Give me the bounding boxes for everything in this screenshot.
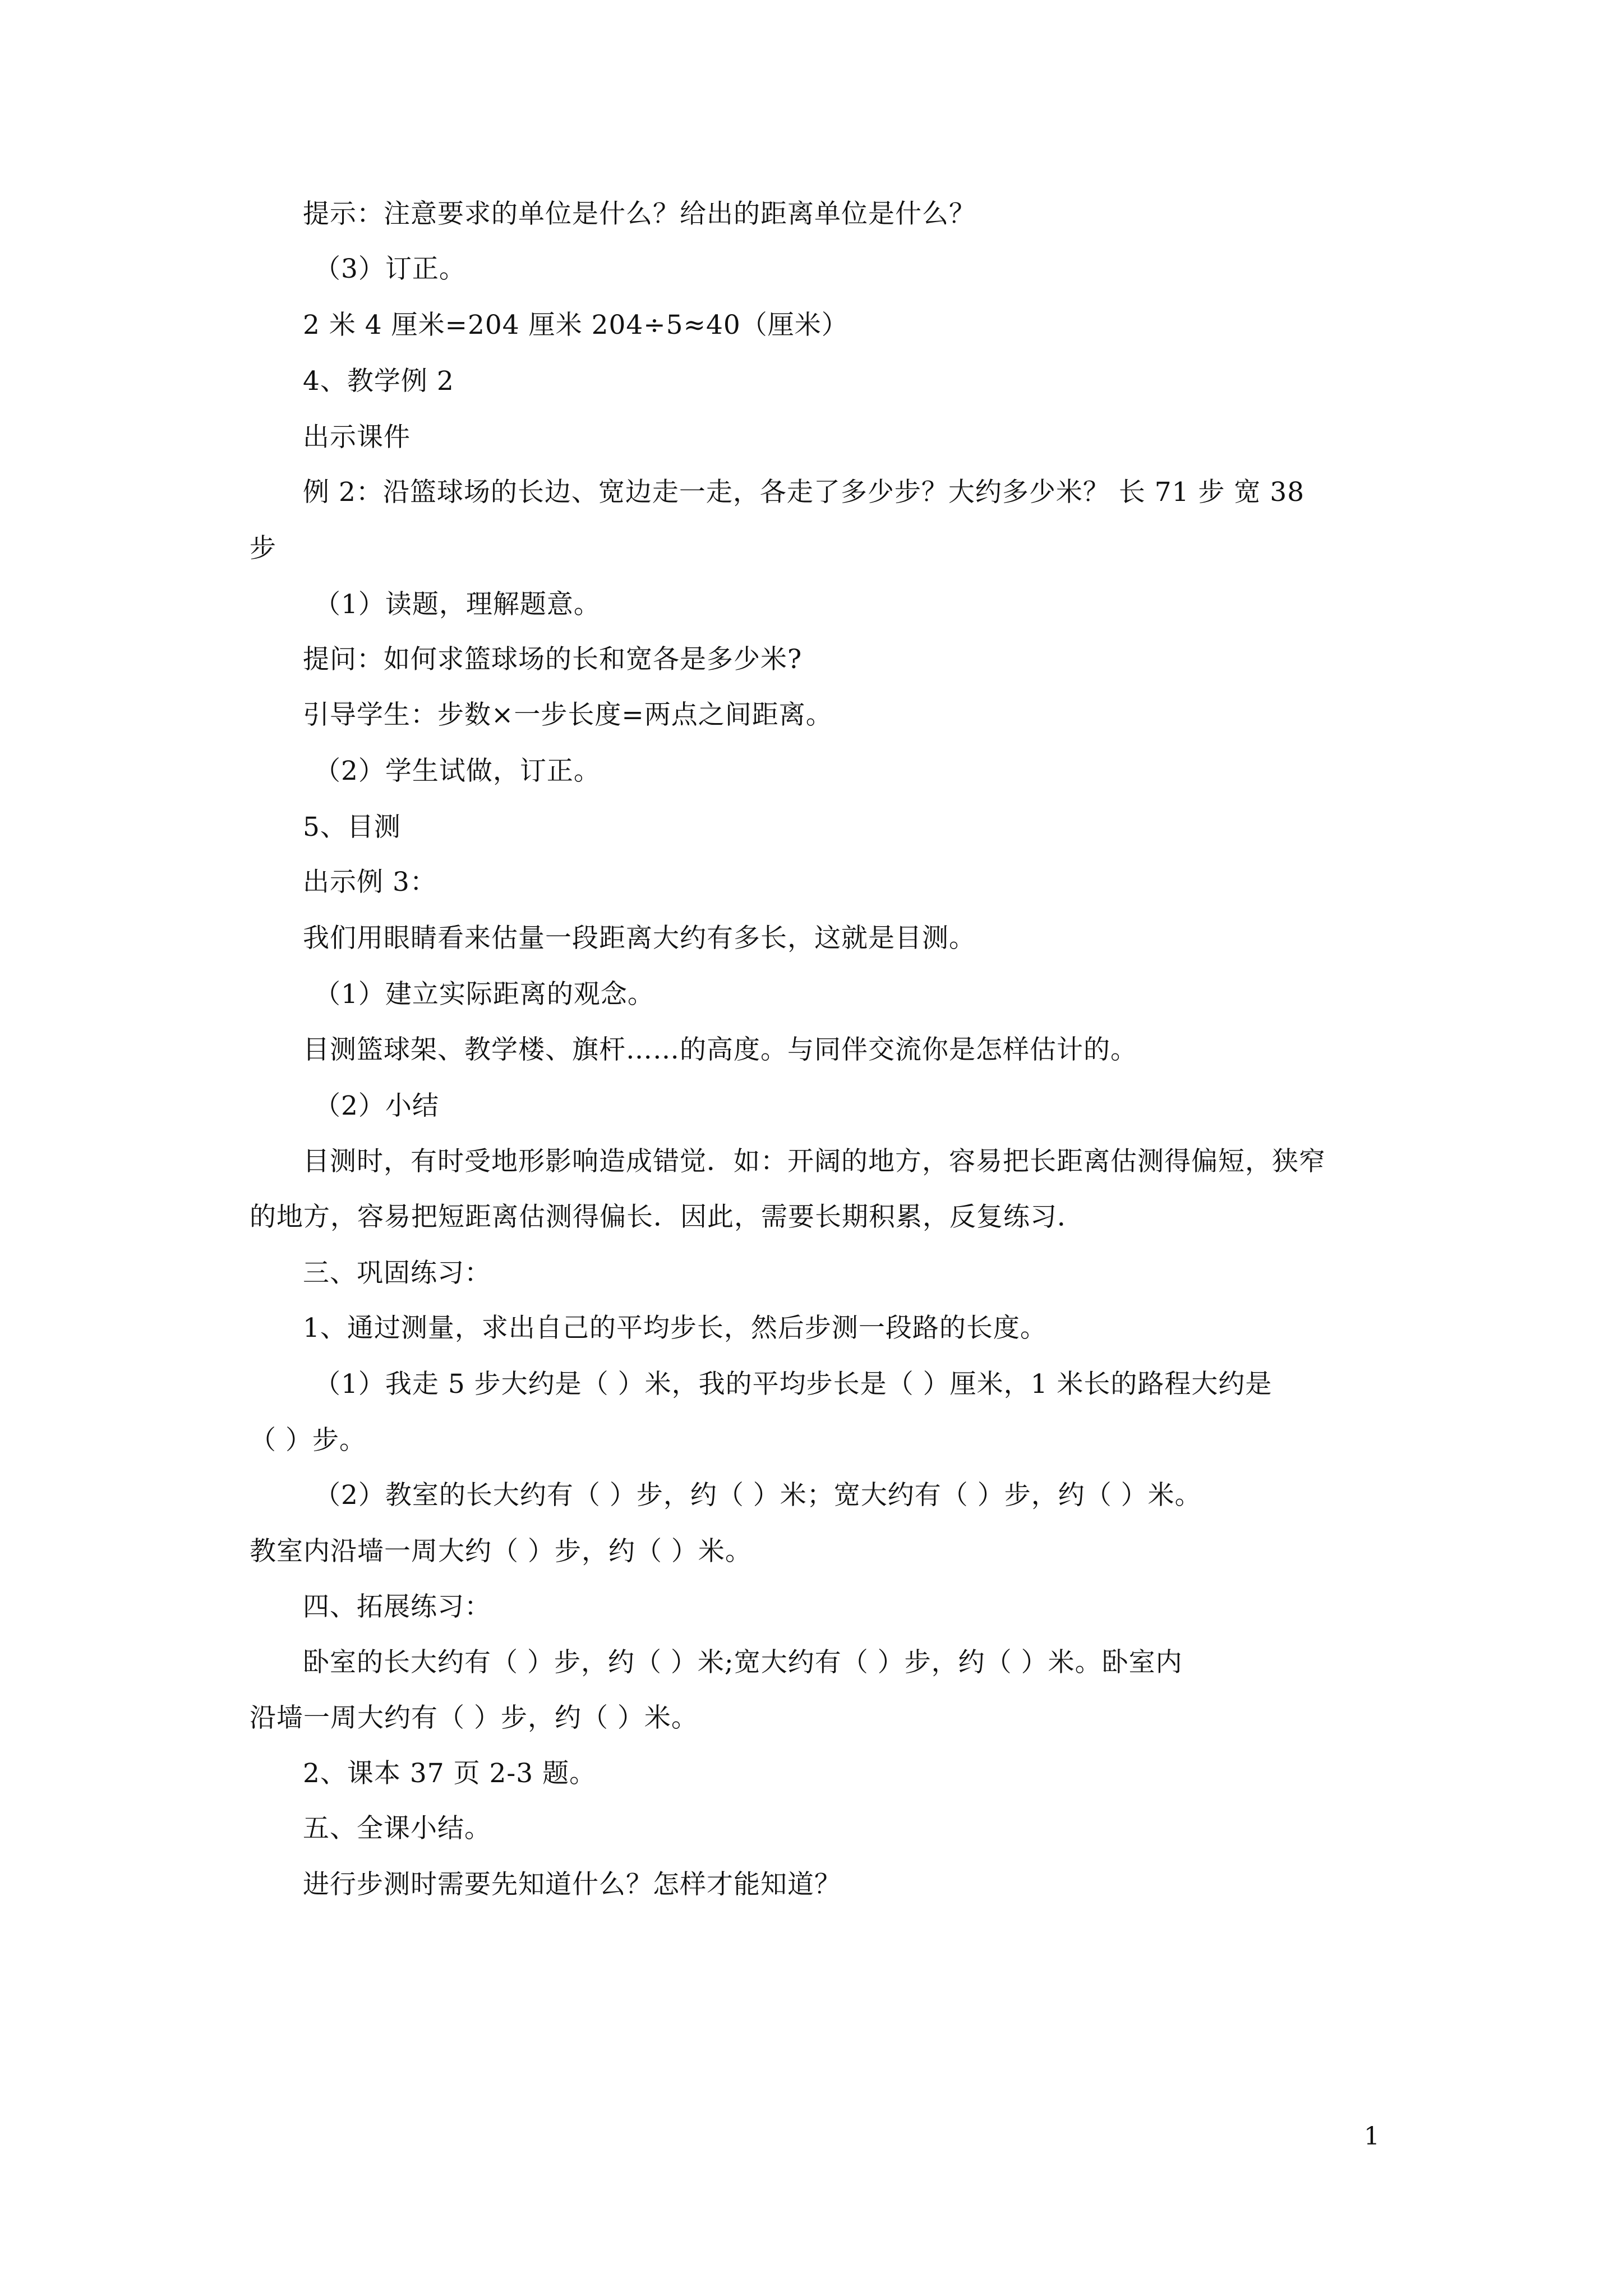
text-line: 2、课本 37 页 2-3 题。 <box>303 1758 597 1789</box>
text-line: 出示课件 <box>303 422 411 453</box>
text-line: 进行步测时需要先知道什么？怎样才能知道？ <box>303 1869 841 1900</box>
page-number: 1 <box>1364 2122 1380 2151</box>
text-line: （ ）步。 <box>250 1425 366 1456</box>
text-line: 教室内沿墙一周大约（ ）步，约（ ）米。 <box>250 1536 752 1567</box>
text-line: 提问：如何求篮球场的长和宽各是多少米? <box>303 644 803 675</box>
text-line: （1）读题，理解题意。 <box>314 589 601 620</box>
text-line: 我们用眼睛看来估量一段距离大约有多长，这就是目测。 <box>303 923 976 954</box>
text-line: 1、通过测量，求出自己的平均步长，然后步测一段路的长度。 <box>303 1313 1047 1343</box>
text-line: 出示例 3： <box>303 867 437 898</box>
text-line: （2）小结 <box>314 1091 439 1121</box>
text-line: （2）教室的长大约有（ ）步，约（ ）米；宽大约有（ ）步，约（ ）米。 <box>314 1480 1202 1511</box>
text-line: 2 米 4 厘米=204 厘米 204÷5≈40（厘米） <box>303 310 849 341</box>
text-line: （1）建立实际距离的观念。 <box>314 979 654 1010</box>
text-line: 目测篮球架、教学楼、旗杆……的高度。与同伴交流你是怎样估计的。 <box>303 1034 1137 1065</box>
text-line: （3）订正。 <box>314 254 466 284</box>
text-line: 沿墙一周大约有（ ）步，约（ ）米。 <box>250 1703 698 1733</box>
text-line: 的地方，容易把短距离估测得偏长．因此，需要长期积累，反复练习． <box>250 1202 1084 1232</box>
text-line: 四、拓展练习： <box>303 1591 491 1622</box>
text-line: 引导学生：步数×一步长度=两点之间距离。 <box>303 700 833 730</box>
text-line: 4、教学例 2 <box>303 366 454 397</box>
text-line: 目测时，有时受地形影响造成错觉．如：开阔的地方，容易把长距离估测得偏短，狭窄 <box>303 1146 1326 1177</box>
text-line: 卧室的长大约有（ ）步，约（ ）米;宽大约有（ ）步，约（ ）米。卧室内 <box>303 1647 1183 1678</box>
text-line: （2）学生试做，订正。 <box>314 756 601 786</box>
text-line: （1）我走 5 步大约是（ ）米，我的平均步长是（ ）厘米，1 米长的路程大约是 <box>314 1369 1272 1400</box>
text-line: 提示：注意要求的单位是什么？给出的距离单位是什么？ <box>303 199 976 229</box>
text-line: 例 2：沿篮球场的长边、宽边走一走，各走了多少步？大约多少米？ 长 71 步 宽 38 <box>303 477 1305 508</box>
text-line: 五、全课小结。 <box>303 1813 491 1844</box>
text-line: 三、巩固练习： <box>303 1258 491 1289</box>
text-line: 步 <box>250 533 276 564</box>
text-line: 5、目测 <box>303 812 401 843</box>
